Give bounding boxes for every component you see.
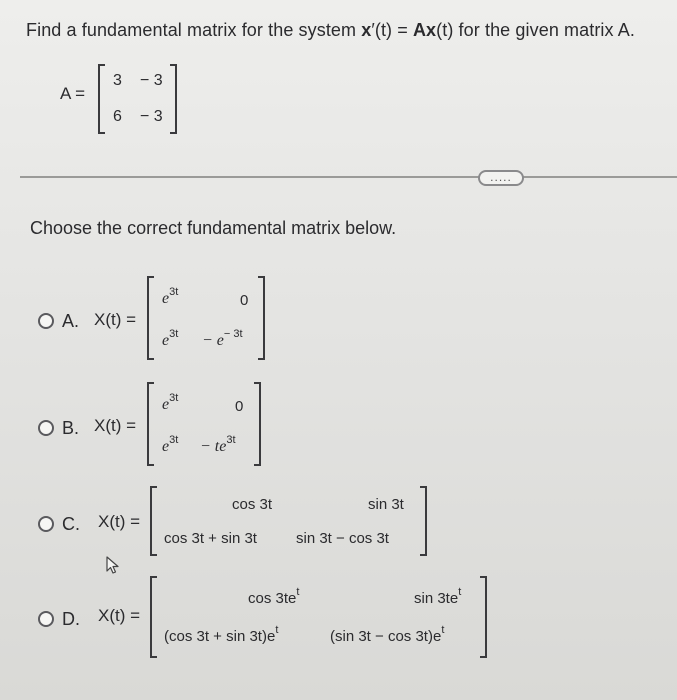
option-a-r2c2: − $e^{- 3t}$ <box>202 328 243 349</box>
option-b-letter: B. <box>62 418 80 438</box>
option-d-r2c1: (cos $3t + \sin 3t)e^t$ <box>164 624 279 645</box>
question-text <box>26 20 635 41</box>
matrix-a-right-bracket <box>170 64 177 134</box>
equation-rhs: (t) for the given matrix A. <box>436 20 635 40</box>
matrix-a-r1c1: 3 <box>113 72 122 89</box>
option-b-r1c2: 0 <box>235 398 244 415</box>
option-a-letter: A. <box>62 311 80 331</box>
section-divider <box>20 176 677 178</box>
option-c-left-bracket <box>150 486 157 556</box>
option-b-right-bracket <box>254 382 261 466</box>
mouse-pointer-icon <box>106 556 120 574</box>
matrix-a-left-bracket <box>98 64 105 134</box>
matrix-a-label: A = <box>60 84 86 103</box>
option-c-r2c2: sin 3t − cos 3t <box>296 530 389 547</box>
option-a-right-bracket <box>258 276 265 360</box>
equation-mid: ′(t) = <box>371 20 413 40</box>
option-b-radio[interactable] <box>38 420 54 436</box>
option-c-r2c1: cos 3t + sin 3t <box>164 530 257 547</box>
option-a-xlabel: X(t) = <box>94 310 137 329</box>
option-c-r1c2: sin 3t <box>368 496 404 513</box>
option-d-letter: D. <box>62 609 80 629</box>
option-b-xlabel: X(t) = <box>94 416 137 435</box>
option-a-radio[interactable] <box>38 313 54 329</box>
option-b-r2c1: $e^{3t}$ <box>162 434 179 455</box>
matrix-A-times-x: Ax <box>412 20 437 40</box>
option-c-r1c1: cos 3t <box>232 496 273 513</box>
option-b-r1c1: $e^{3t}$ <box>162 392 179 413</box>
option-c-xlabel: X(t) = <box>98 512 141 531</box>
option-a-r2c1: $e^{3t}$ <box>162 328 179 349</box>
question-prefix: Find a fundamental matrix for the system <box>26 20 357 40</box>
option-c-right-bracket <box>420 486 427 556</box>
option-b-r2c2: − $te^{3t}$ <box>200 434 236 455</box>
matrix-a-r2c2: − 3 <box>140 108 163 125</box>
option-a-r1c1: $e^{3t}$ <box>162 286 179 307</box>
option-b-left-bracket <box>147 382 154 466</box>
vector-x: x <box>361 20 372 40</box>
option-c-radio[interactable] <box>38 516 54 532</box>
answer-prompt: Choose the correct fundamental matrix below. <box>30 218 397 238</box>
option-a-left-bracket <box>147 276 154 360</box>
matrix-a-r1c2: − 3 <box>140 72 163 89</box>
show-more-button[interactable]: ..... <box>478 170 524 186</box>
option-c-letter: C. <box>62 514 80 534</box>
option-d-r1c2: $\sin 3te^t$ <box>414 586 462 607</box>
matrix-a-r2c1: 6 <box>113 108 122 125</box>
option-d-xlabel: X(t) = <box>98 606 141 625</box>
option-d-r2c2: (sin $3t - \cos 3t)e^t$ <box>330 624 445 645</box>
option-a-r1c2: 0 <box>240 292 249 309</box>
option-d-right-bracket <box>480 576 487 658</box>
option-d-left-bracket <box>150 576 157 658</box>
option-d-radio[interactable] <box>38 611 54 627</box>
option-d-r1c1: $\cos 3te^t$ <box>248 586 300 607</box>
